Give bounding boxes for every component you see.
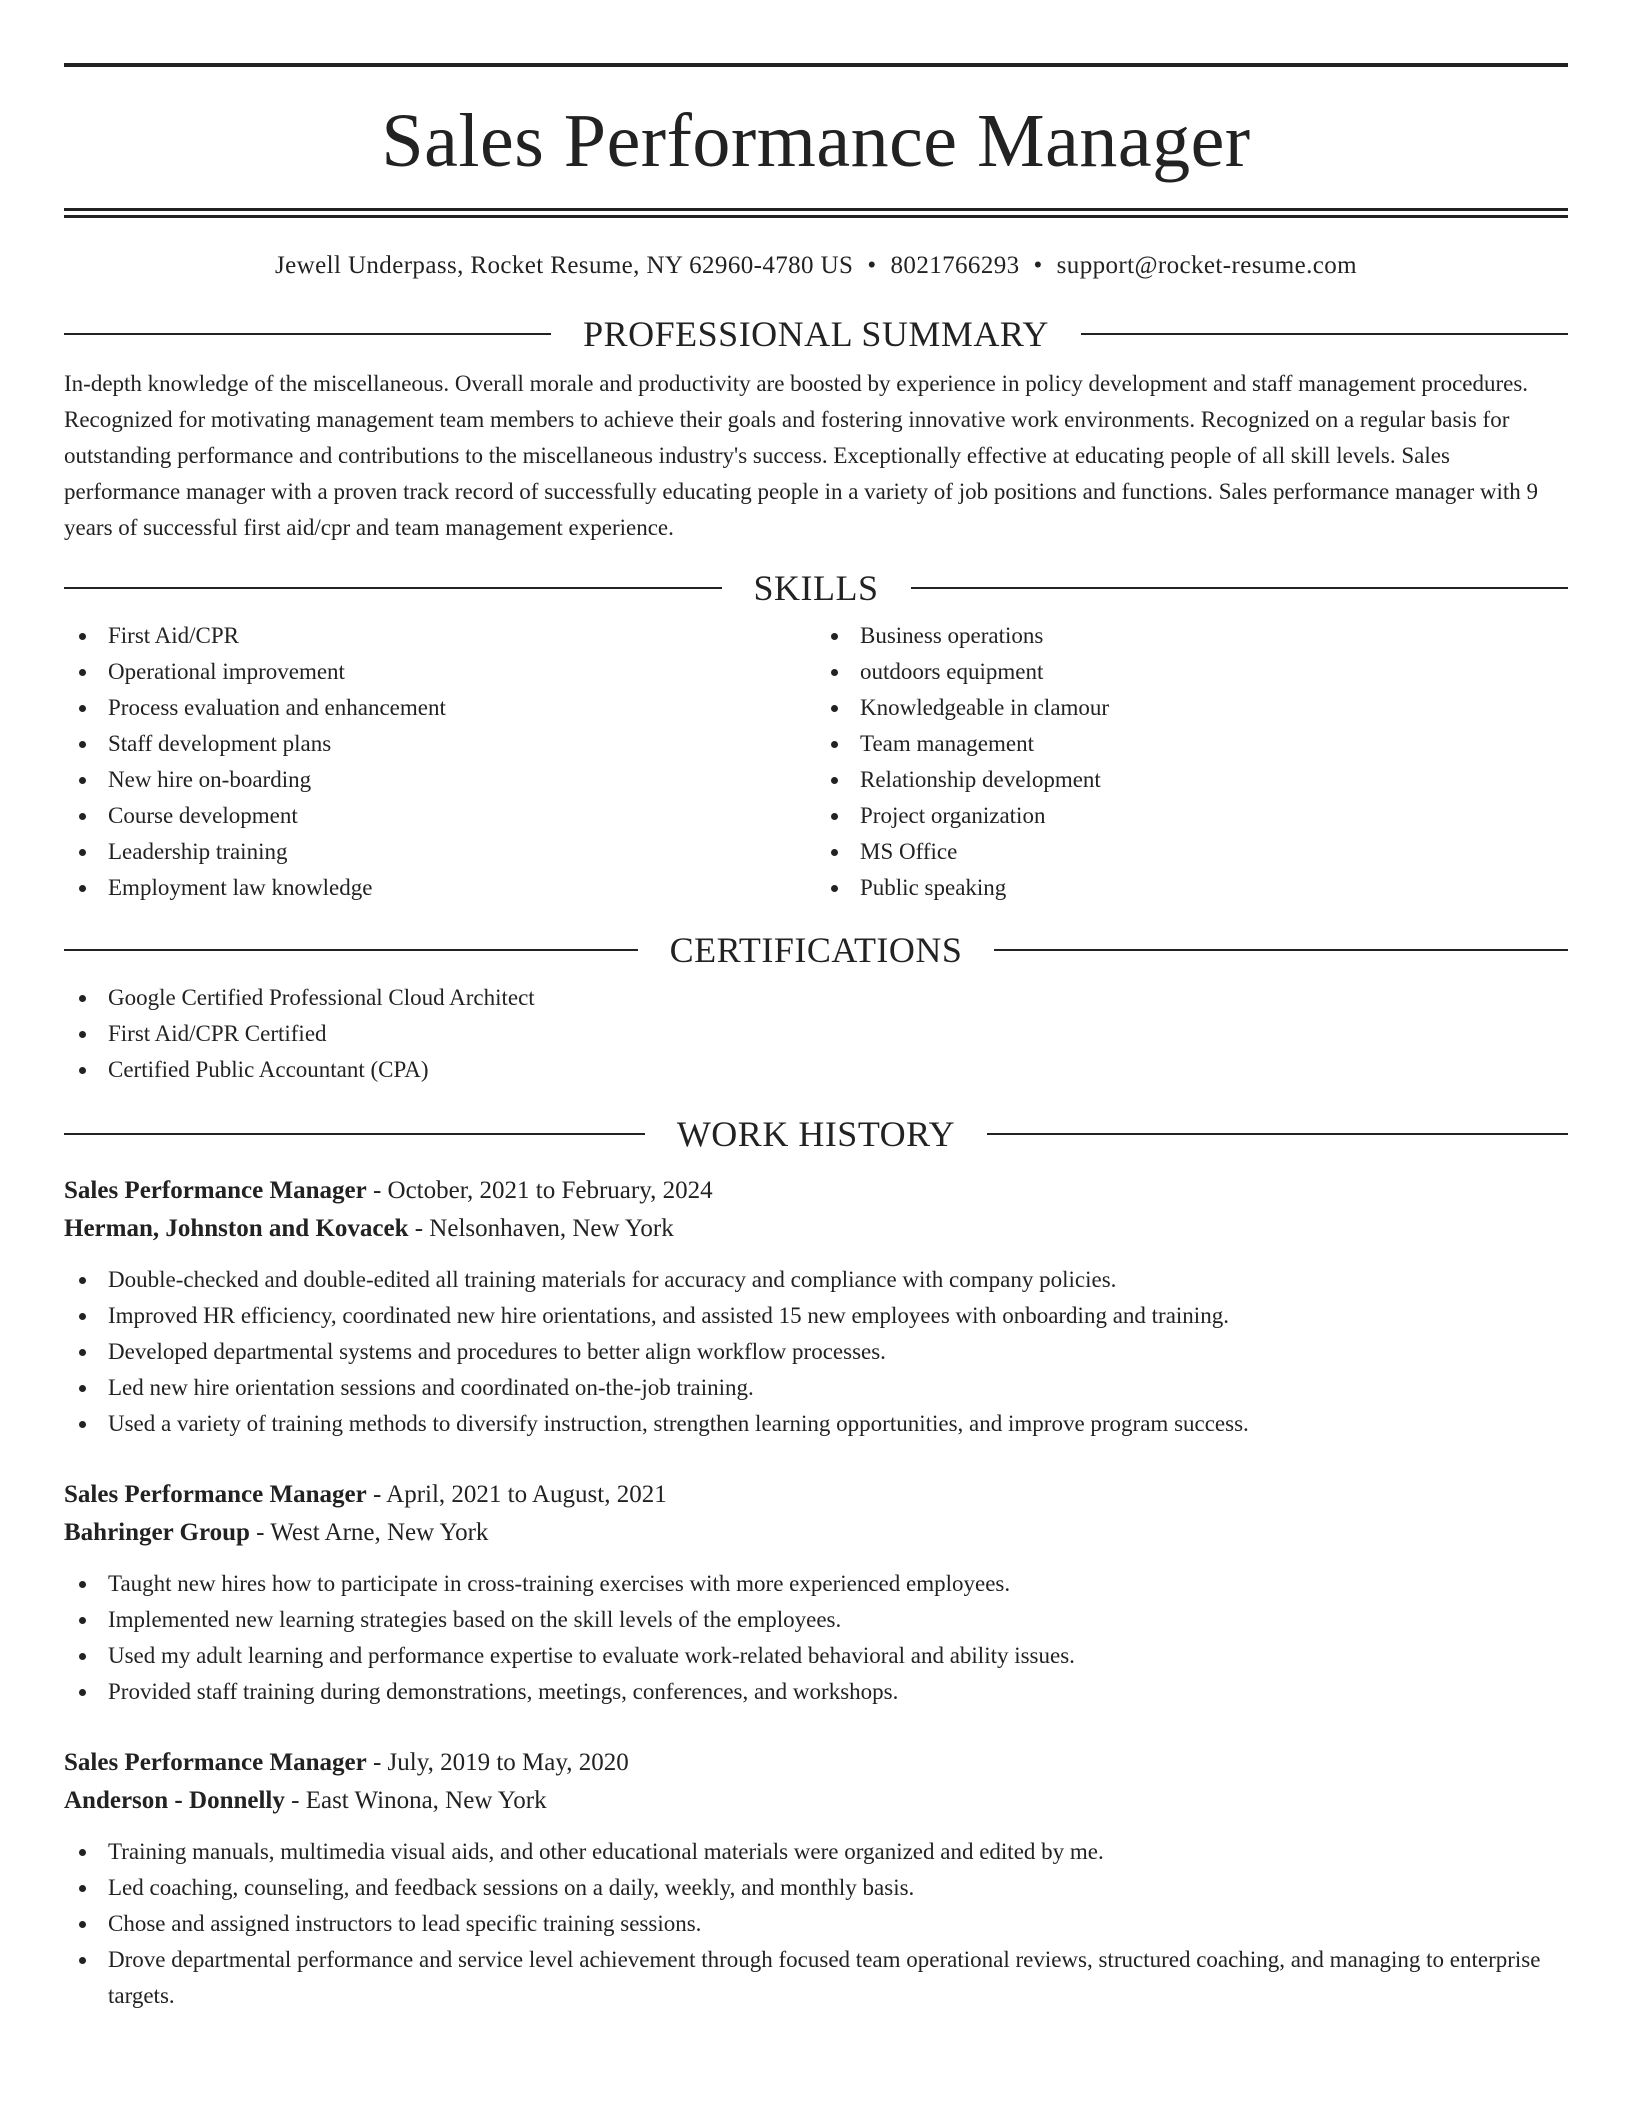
job-bullet: Taught new hires how to participate in cross-training exercises with more experienced employees. bbox=[64, 1566, 1568, 1602]
contact-line bbox=[64, 252, 1568, 280]
contact-phone: 8021766293 bbox=[890, 252, 1020, 279]
summary-title: PROFESSIONAL SUMMARY bbox=[583, 314, 1049, 354]
skill-item: Public speaking bbox=[816, 870, 1568, 906]
double-rule bbox=[64, 208, 1568, 218]
skill-item: Team management bbox=[816, 726, 1568, 762]
heading-rule-left bbox=[64, 333, 551, 335]
skill-item: Knowledgeable in clamour bbox=[816, 690, 1568, 726]
job-company-line bbox=[64, 1514, 1568, 1552]
job-title-line bbox=[64, 1744, 1568, 1782]
skill-item: Process evaluation and enhancement bbox=[64, 690, 816, 726]
certification-item: Certified Public Accountant (CPA) bbox=[64, 1052, 1568, 1088]
contact-separator: • bbox=[867, 252, 877, 279]
contact-email: support@rocket-resume.com bbox=[1056, 252, 1357, 279]
skills-columns bbox=[64, 618, 1568, 906]
skill-item: New hire on-boarding bbox=[64, 762, 816, 798]
job-bullet: Provided staff training during demonstrations, meetings, conferences, and workshops. bbox=[64, 1674, 1568, 1710]
job-dates: - July, 2019 to May, 2020 bbox=[366, 1749, 629, 1776]
job-bullet: Led new hire orientation sessions and coordinated on-the-job training. bbox=[64, 1370, 1568, 1406]
job-bullet: Improved HR efficiency, coordinated new hire orientations, and assisted 15 new employees with onboarding and training. bbox=[64, 1298, 1568, 1334]
certifications-heading bbox=[64, 930, 1568, 970]
contact-separator: • bbox=[1033, 252, 1043, 279]
skills-list-left bbox=[64, 618, 816, 906]
heading-rule-right bbox=[1081, 333, 1568, 335]
skill-item: First Aid/CPR bbox=[64, 618, 816, 654]
job-location: - West Arne, New York bbox=[249, 1519, 489, 1546]
job-role: Sales Performance Manager bbox=[64, 1749, 367, 1776]
skill-item: Staff development plans bbox=[64, 726, 816, 762]
summary-heading bbox=[64, 314, 1568, 354]
heading-rule-left bbox=[64, 587, 722, 589]
heading-rule-left bbox=[64, 949, 638, 951]
skill-item: outdoors equipment bbox=[816, 654, 1568, 690]
certification-item: Google Certified Professional Cloud Architect bbox=[64, 980, 1568, 1016]
certification-item: First Aid/CPR Certified bbox=[64, 1016, 1568, 1052]
job-bullets bbox=[64, 1566, 1568, 1710]
skill-item: Operational improvement bbox=[64, 654, 816, 690]
job-bullet: Chose and assigned instructors to lead specific training sessions. bbox=[64, 1906, 1568, 1942]
job-company-line bbox=[64, 1210, 1568, 1248]
job-company: Herman, Johnston and Kovacek bbox=[64, 1215, 409, 1242]
job-entry bbox=[64, 1476, 1568, 1710]
certifications-title: CERTIFICATIONS bbox=[669, 930, 963, 970]
job-bullet: Used a variety of training methods to diversify instruction, strengthen learning opportunities, and improve program success. bbox=[64, 1406, 1568, 1442]
job-title-line bbox=[64, 1476, 1568, 1514]
job-dates: - October, 2021 to February, 2024 bbox=[366, 1177, 713, 1204]
work-history-heading bbox=[64, 1114, 1568, 1154]
job-bullet: Developed departmental systems and procedures to better align workflow processes. bbox=[64, 1334, 1568, 1370]
job-location: - Nelsonhaven, New York bbox=[408, 1215, 674, 1242]
job-entry bbox=[64, 1744, 1568, 2014]
skill-item: MS Office bbox=[816, 834, 1568, 870]
job-company-line bbox=[64, 1782, 1568, 1820]
contact-address: Jewell Underpass, Rocket Resume, NY 62960-4780 US bbox=[275, 252, 854, 279]
job-bullet: Double-checked and double-edited all training materials for accuracy and compliance with company policies. bbox=[64, 1262, 1568, 1298]
skill-item: Business operations bbox=[816, 618, 1568, 654]
job-entry bbox=[64, 1172, 1568, 1442]
job-bullet: Training manuals, multimedia visual aids, and other educational materials were organized and edited by me. bbox=[64, 1834, 1568, 1870]
job-bullet: Implemented new learning strategies based on the skill levels of the employees. bbox=[64, 1602, 1568, 1638]
job-title-line bbox=[64, 1172, 1568, 1210]
job-role: Sales Performance Manager bbox=[64, 1177, 367, 1204]
summary-text: In-depth knowledge of the miscellaneous. Overall morale and productivity are boosted by experience in policy development and staff management procedures. Recognized for motivating management team members to achieve their goals and fostering innovative work environments. Recognized on a regular basis for outstanding performance and contributions to the miscellaneous industry's success. Exceptionally effective at educating people of all skill levels. Sales performance manager with a proven track record of successfully educating people in a variety of job positions and functions. Sales performance manager with 9 years of successful first aid/cpr and team management experience. bbox=[64, 371, 1539, 540]
skill-item: Employment law knowledge bbox=[64, 870, 816, 906]
heading-rule-right bbox=[994, 949, 1568, 951]
job-company: Anderson - Donnelly bbox=[64, 1787, 285, 1814]
job-bullets bbox=[64, 1834, 1568, 2014]
job-dates: - April, 2021 to August, 2021 bbox=[366, 1481, 667, 1508]
job-bullet: Led coaching, counseling, and feedback sessions on a daily, weekly, and monthly basis. bbox=[64, 1870, 1568, 1906]
skills-title: SKILLS bbox=[753, 568, 879, 608]
skills-list-right bbox=[816, 618, 1568, 906]
job-company: Bahringer Group bbox=[64, 1519, 250, 1546]
heading-rule-right bbox=[987, 1133, 1568, 1135]
skills-heading bbox=[64, 568, 1568, 608]
job-location: - East Winona, New York bbox=[284, 1787, 547, 1814]
heading-rule-right bbox=[911, 587, 1569, 589]
certifications-list bbox=[64, 980, 1568, 1088]
skill-item: Project organization bbox=[816, 798, 1568, 834]
top-rule bbox=[64, 63, 1568, 67]
resume-page bbox=[64, 0, 1568, 2014]
job-role: Sales Performance Manager bbox=[64, 1481, 367, 1508]
skill-item: Course development bbox=[64, 798, 816, 834]
job-bullet: Drove departmental performance and service level achievement through focused team operational reviews, structured coaching, and managing to enterprise targets. bbox=[64, 1942, 1568, 2014]
heading-rule-left bbox=[64, 1133, 645, 1135]
job-bullet: Used my adult learning and performance expertise to evaluate work-related behavioral and ability issues. bbox=[64, 1638, 1568, 1674]
job-bullets bbox=[64, 1262, 1568, 1442]
skill-item: Leadership training bbox=[64, 834, 816, 870]
skill-item: Relationship development bbox=[816, 762, 1568, 798]
resume-name: Sales Performance Manager bbox=[381, 99, 1251, 183]
work-history-title: WORK HISTORY bbox=[676, 1114, 956, 1154]
